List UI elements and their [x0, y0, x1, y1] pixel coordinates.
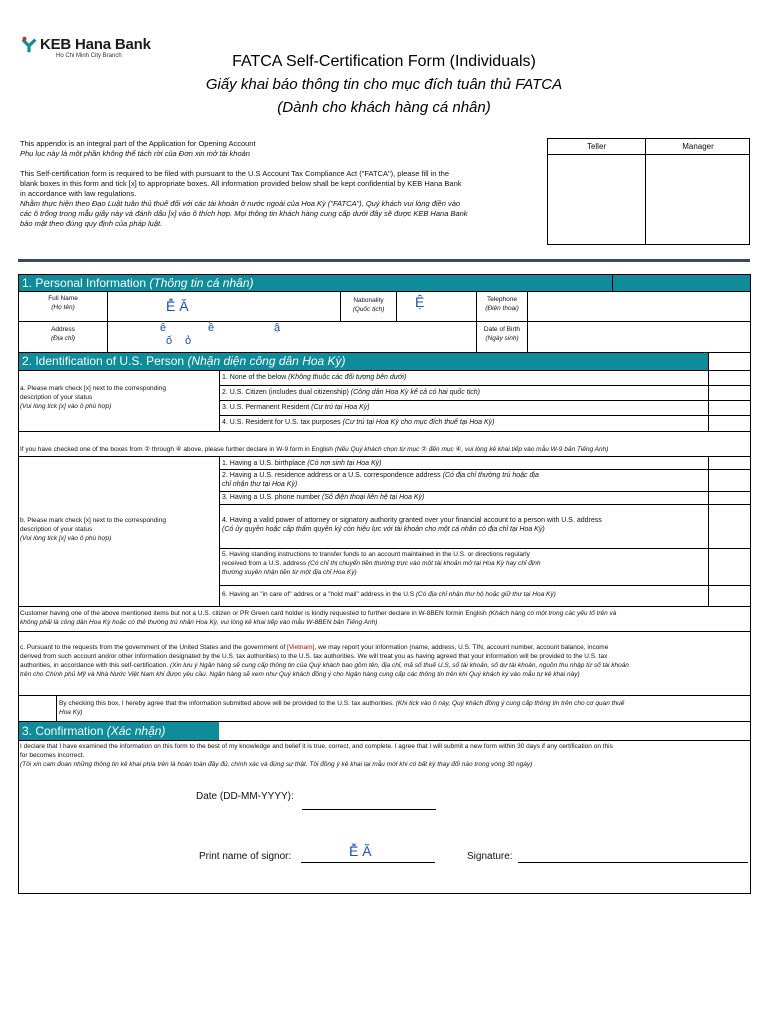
row-line	[19, 740, 750, 741]
agree-text-en: By checking this box, I hereby agree that the information submitted above will be provided to the U.S. tax authorities.	[59, 700, 394, 707]
intro-p2-en-3: in accordance with law regulations.	[20, 189, 137, 198]
col-line	[56, 695, 57, 721]
c-text-2: derived from such account and/or other information designated by the U.S. tax authorities) to the U.S. tax authorities. We will treat you as having agreed that your information will be provided to the U.S. tax	[20, 653, 608, 660]
date-input[interactable]	[302, 796, 436, 810]
w8ben-note	[20, 609, 748, 627]
a-label	[20, 384, 218, 411]
row-line	[19, 352, 750, 353]
a-item-2-en: 2. U.S. Citizen (includes dual citizenship)	[222, 389, 349, 396]
a-label-1: a. Please mark check [x] next to the corresponding	[20, 385, 166, 392]
b-item-4-en: 4. Having a valid power of attorney or signatory authority granted over your financial account to a person with U.S. address	[222, 517, 602, 524]
b-item-5-en-2: received from a U.S. address	[222, 560, 307, 567]
intro-p1-vi: Phụ lục này là một phần không thể tách rời của Đơn xin mở tài khoản	[20, 149, 250, 158]
b-item-2-vi-1: (Có địa chỉ thường trú hoặc địa	[442, 472, 539, 479]
section3-header	[19, 722, 219, 740]
w8ben-note-vi-b: không phải là công dân Hoa Kỳ hoặc có thẻ thường trú nhân Hoa Kỳ, vui lòng kê khai tiếp vào mẫu W-8BEN bản Tiếng Anh)	[20, 619, 378, 626]
teller-manager-box	[547, 138, 750, 245]
section1-header-divider	[612, 275, 613, 291]
b-item-3-en: 3. Having a U.S. phone number	[222, 494, 321, 501]
b-item-4-vi: (Có ủy quyền hoặc cấp thẩm quyền ký còn hiệu lực với tài khoản cho một cá nhân có địa chỉ tại Hoa Kỳ)	[222, 526, 545, 533]
address-label-vi: (Địa chỉ)	[50, 335, 76, 342]
page-title: FATCA Self-Certification Form (Individuals)	[232, 53, 536, 70]
c-text-vi-2: trên cho Chính phủ Mỹ và Nhà Nước Việt Nam khi được yêu cầu. Ngân hàng sẽ xem như Quý khách đồng ý cho Ngân hàng cung cấp các thông tin trên khi Quý khách ký vào mẫu tự kê khai này)	[20, 671, 580, 678]
b-item-2-en: 2. Having a U.S. residence address or a U.S. correspondence address	[222, 472, 441, 479]
section1-header	[19, 275, 750, 291]
dob-label	[477, 325, 527, 343]
b-item-6-en: 6. Having an "in care of" addres or a "hold mail" address in the U.S	[222, 591, 415, 598]
address-input[interactable]	[108, 322, 476, 352]
a-item-2-vi: (Công dân Hoa Kỳ kể cả có hai quốc tịch)	[350, 389, 480, 396]
b-item-5-vi-1: (Có chỉ thị chuyển tiền thường trực vào một tài khoản mở tại Hoa Kỳ hay chỉ định	[308, 560, 541, 567]
b-item-1	[222, 459, 381, 468]
b-item-2	[222, 471, 642, 489]
print-name-label: Print name of signor:	[199, 851, 292, 862]
b-item-5-checkbox[interactable]	[709, 549, 749, 584]
section1-title: 1. Personal Information	[22, 276, 147, 290]
teller-sign-area[interactable]	[549, 156, 644, 244]
row-line	[219, 400, 750, 401]
row-line	[219, 385, 750, 386]
telephone-input[interactable]	[528, 292, 749, 320]
row-line	[19, 456, 750, 457]
print-name-input[interactable]: Ễ Ă	[301, 842, 435, 863]
address-char: ề	[208, 322, 215, 334]
c-text-3: authorities, in accordance with this self-certification.	[20, 662, 169, 669]
address-char: ậ	[274, 322, 281, 334]
intro-p2-vi-1: Nhằm thực hiện theo Đạo Luật tuân thủ thuế đối với các tài khoản ở nước ngoài của Hoa Kỳ ("FATCA"), Quý khách vui lòng điền vào	[20, 199, 461, 208]
section2-title: 2. Identification of U.S. Person	[22, 354, 185, 368]
nationality-input[interactable]: Ệ	[415, 294, 425, 310]
nationality-label-vi: (Quốc tịch)	[352, 306, 385, 313]
b-item-5-vi-2: thường xuyên nhận tiền từ một địa chỉ Hoa Kỳ)	[222, 569, 357, 576]
telephone-label-vi: (Điện thoại)	[485, 305, 519, 312]
intro-p2-vi-3: bảo mật theo đúng quy định của pháp luật.	[20, 219, 163, 228]
row-line	[19, 431, 750, 432]
dob-input[interactable]	[528, 322, 749, 351]
telephone-label-en: Telephone	[487, 296, 517, 303]
a-label-2: description of your status	[20, 394, 93, 401]
intro-p2-en-1: This Self-certification form is required to be filed with pursuant to the U.S Account Tax Compliance Act ("FATCA"), please fill in the	[20, 169, 449, 178]
signature-input[interactable]	[518, 848, 748, 863]
intro-p1-en: This appendix is an integral part of the Application for Opening Account	[20, 139, 256, 148]
telephone-label	[477, 295, 527, 313]
section2-header	[19, 352, 708, 370]
nationality-label-en: Nationality	[353, 297, 384, 304]
section3-title: 3. Confirmation	[22, 724, 104, 738]
a-item-1-checkbox[interactable]	[709, 371, 749, 385]
c-text-1a: c. Pursuant to the requests from the government of the United States and the government of	[20, 644, 286, 651]
dob-label-en: Date of Birth	[483, 326, 521, 333]
b-label-vi: (Vui lòng tick [x] vào ô phù hợp)	[20, 535, 112, 542]
w8ben-note-vi-a: (Khách hàng có một trong các yếu tố trên và	[488, 610, 617, 617]
b-item-3-vi: (Số điện thoại liên hệ tại Hoa Kỳ)	[322, 494, 425, 501]
w8ben-note-en: Customer having one of the above mentioned items but not a U.S. citizen or PR Green card holder is kindly requested to further declare in W-8BEN formin English	[20, 610, 487, 617]
address-char: ễ	[160, 322, 167, 334]
row-line	[219, 548, 750, 549]
a-item-1-vi: (Không thuộc các đối tượng bên dưới)	[288, 374, 407, 381]
dob-label-vi: (Ngày sinh)	[485, 335, 519, 342]
b-item-3	[222, 493, 424, 502]
full-name-input[interactable]: Ễ Ă	[166, 298, 189, 314]
separator-bar	[18, 259, 750, 262]
address-label	[19, 325, 107, 343]
address-char: ố	[166, 335, 173, 347]
b-item-5-en-1: 5. Having standing instructions to transfer funds to an account maintained in the U.S. or directions regularly	[222, 551, 530, 558]
w9-note-en: If you have checked one of the boxes from ② through ④ above, please further declare in W-9 form in English	[20, 446, 333, 453]
manager-sign-area[interactable]	[648, 156, 749, 244]
a-item-1	[222, 373, 406, 382]
row-line	[19, 606, 750, 607]
c-text-1b: , we may report your information (name, address, U.S. TIN, account number, account balance, income	[314, 644, 609, 651]
a-item-4-vi: (Cư trú tại Hoa Kỳ cho mục đích thuế tại Hoa Kỳ)	[342, 419, 495, 426]
declaration-en-2: for becomes incorrect.	[20, 752, 85, 759]
manager-header: Manager	[682, 142, 714, 151]
full-name-label-vi: (Họ tên)	[51, 304, 75, 311]
page-subtitle-vi: (Dành cho khách hàng cá nhân)	[277, 99, 491, 116]
section3-title-vi: (Xác nhận)	[106, 724, 166, 738]
a-item-4-checkbox[interactable]	[709, 416, 749, 430]
b-item-6-vi: (Có địa chỉ nhận thư hộ hoặc giữ thư tại Hoa Kỳ)	[415, 591, 556, 598]
section2-title-vi: (Nhận diện công dân Hoa Kỳ)	[187, 354, 346, 368]
c-text-vi-1: (Xin lưu ý Ngân hàng sẽ cung cấp thông tin của Quý khách bao gồm tên, địa chỉ, mã số thuế U.S, số tài khoản, số dư tài khoản, nguồn thu nhập từ số tài khoản	[169, 662, 629, 669]
a-item-3	[222, 403, 370, 412]
full-name-label-en: Full Name	[48, 295, 78, 302]
b-item-3-checkbox[interactable]	[709, 492, 749, 504]
reporting-consent	[20, 643, 750, 679]
box-header-line	[548, 154, 749, 155]
branch-name: Ho Chi Minh City Branch	[56, 53, 122, 59]
b-item-6-checkbox[interactable]	[709, 586, 749, 605]
w9-note	[20, 445, 748, 454]
b-item-1-vi: (Có nơi sinh tại Hoa Kỳ)	[307, 460, 382, 467]
page-title-vi: Giấy khai báo thông tin cho mục đích tuân thủ FATCA	[205, 76, 563, 93]
a-item-2	[222, 388, 480, 397]
bank-name: KEB Hana Bank	[40, 36, 151, 53]
b-item-2-checkbox[interactable]	[709, 470, 749, 490]
intro-p2-vi-2: các ô trống trong mẫu giấy này và đánh dấu [x] vào ô thích hợp. Mọi thông tin khách hàng cung cấp dưới đây sẽ được KEB Hana Bank	[20, 209, 468, 218]
a-item-1-en: 1. None of the below	[222, 374, 287, 381]
a-item-3-en: 3. U.S. Permanent Resident	[222, 404, 310, 411]
row-line	[219, 585, 750, 586]
declaration-text	[20, 742, 748, 769]
declaration-en-1: I declare that I have examined the information on this form to the best of my knowledge and belief it is true, correct, and complete. I agree that I will submit a new form within 30 days if any certification on this	[20, 743, 613, 750]
b-item-6	[222, 590, 556, 599]
row-line	[219, 504, 750, 505]
nationality-label	[341, 296, 396, 314]
w9-note-vi: (Nếu Quý khách chọn từ mục ② đến mục ④, vui lòng kê khai tiếp vào mẫu W-9 bản Tiếng Anh)	[334, 446, 609, 453]
row-line	[19, 631, 750, 632]
a-item-3-checkbox[interactable]	[709, 401, 749, 415]
b-item-4-checkbox[interactable]	[709, 505, 749, 547]
b-item-2-vi-2: chỉ nhận thư tại Hoa Kỳ)	[222, 481, 298, 488]
intro-text	[20, 139, 545, 229]
b-item-1-checkbox[interactable]	[709, 457, 749, 469]
address-label-en: Address	[51, 326, 75, 333]
b-label-2: description of your status	[20, 526, 93, 533]
row-line	[19, 695, 750, 696]
a-label-vi: (Vui lòng tick [x] vào ô phù hợp)	[20, 403, 112, 410]
a-item-3-vi: (Cư trú tại Hoa Kỳ)	[311, 404, 370, 411]
row-line	[219, 415, 750, 416]
full-name-label	[19, 294, 107, 312]
c-country: [Vietnam]	[287, 644, 315, 651]
row-line	[19, 370, 750, 371]
b-item-4	[222, 516, 707, 534]
row-line	[219, 469, 750, 470]
intro-p2-en-2: blank boxes in this form and tick [x] to appropriate boxes. All information provided below shall be kept confidential by KEB Hana Bank	[20, 179, 462, 188]
agree-text-vi-1: (Khi tick vào ô này, Quý khách đồng ý cung cấp thông tin trên cho cơ quan thuế	[395, 700, 625, 707]
signature-label: Signature:	[467, 851, 513, 862]
agree-checkbox[interactable]	[19, 696, 56, 721]
date-label: Date (DD-MM-YYYY):	[196, 791, 294, 802]
a-item-4-en: 4. U.S. Resident for U.S. tax purposes	[222, 419, 341, 426]
b-label-1: b. Please mark check [x] next to the corresponding	[20, 517, 166, 524]
hana-logo-icon	[20, 36, 38, 54]
teller-header: Teller	[586, 142, 607, 151]
section1-title-vi: (Thông tin cá nhân)	[149, 276, 254, 290]
a-item-2-checkbox[interactable]	[709, 386, 749, 400]
agree-text	[59, 699, 749, 717]
b-label	[20, 516, 218, 543]
agree-text-vi-2: Hoa Kỳ)	[59, 709, 83, 716]
row-line	[219, 491, 750, 492]
b-item-5	[222, 550, 702, 577]
b-item-1-en: 1. Having a U.S. birthplace	[222, 460, 306, 467]
a-item-4	[222, 418, 495, 427]
address-char: ỏ	[185, 335, 192, 347]
declaration-vi: (Tôi xin cam đoan những thông tin kê khai phía trên là hoàn toàn đầy đủ, chính xác và đúng sự thật. Tôi đồng ý kê khai lại mẫu mới khi có bất kỳ thay đổi nào trong vòng 30 ngày)	[20, 761, 533, 768]
col-line	[219, 456, 220, 606]
